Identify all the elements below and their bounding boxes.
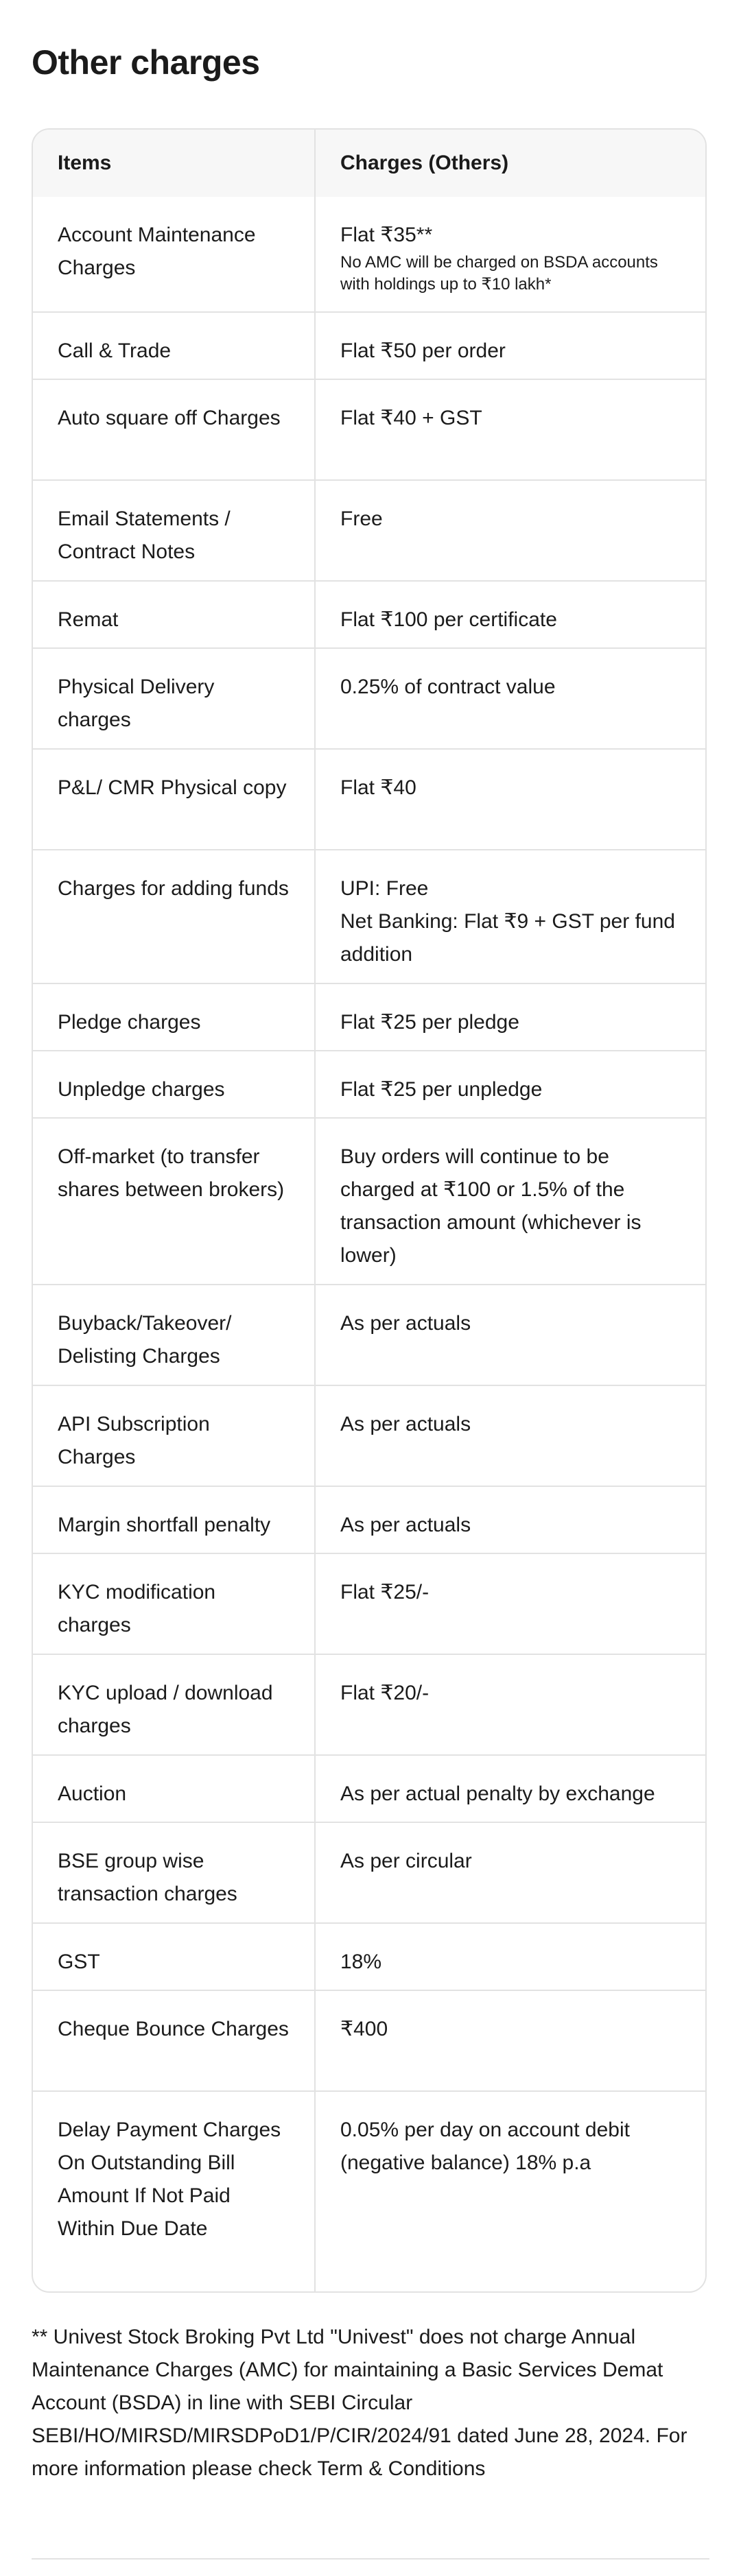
charge-cell bbox=[316, 1051, 705, 1117]
charge-cell bbox=[316, 1285, 705, 1385]
item-cell: Auction bbox=[33, 1756, 316, 1822]
table-row bbox=[33, 2090, 705, 2291]
item-cell: KYC modification charges bbox=[33, 1554, 316, 1654]
charge-text: As per actual penalty by exchange bbox=[340, 1782, 655, 1805]
charge-text: Flat ₹25 per pledge bbox=[340, 1011, 519, 1034]
charge-cell bbox=[316, 1991, 705, 2090]
charge-cell bbox=[316, 1756, 705, 1822]
item-cell: BSE group wise transaction charges bbox=[33, 1823, 316, 1922]
charge-text: 18% bbox=[340, 1951, 382, 1973]
item-cell: Unpledge charges bbox=[33, 1051, 316, 1117]
table-row bbox=[33, 479, 705, 580]
table-row bbox=[33, 1385, 705, 1486]
item-cell: Off-market (to transfer shares between brokers) bbox=[33, 1119, 316, 1284]
table-row bbox=[33, 1486, 705, 1553]
table-header-row bbox=[33, 130, 705, 197]
amc-footnote: ** Univest Stock Broking Pvt Ltd "Univest" does not charge Annual Maintenance Charges (AMC) for maintaining a Basic Services Demat Account (BSDA) in line with SEBI Circular SEBI/HO/MIRSD/MIRSDPoD1/P/CIR/2024/91 dated June 28, 2024. For more information please check Term & Conditions bbox=[32, 2326, 687, 2480]
table-row bbox=[33, 748, 705, 849]
charge-cell bbox=[316, 197, 705, 311]
charge-text: Flat ₹25 per unpledge bbox=[340, 1078, 543, 1101]
table-row bbox=[33, 379, 705, 479]
charge-text: As per actuals bbox=[340, 1514, 471, 1536]
charge-cell bbox=[316, 850, 705, 983]
table-row bbox=[33, 311, 705, 379]
table-row bbox=[33, 1922, 705, 1990]
charge-cell bbox=[316, 1655, 705, 1754]
charge-cell bbox=[316, 1119, 705, 1284]
other-charges-table bbox=[32, 128, 707, 2293]
charge-cell bbox=[316, 1487, 705, 1553]
table-row bbox=[33, 1654, 705, 1754]
table-row bbox=[33, 1990, 705, 2090]
item-cell: Account Maintenance Charges bbox=[33, 197, 316, 311]
item-cell: Email Statements / Contract Notes bbox=[33, 481, 316, 580]
charge-cell bbox=[316, 313, 705, 379]
charge-text: 0.05% per day on account debit (negative balance) 18% p.a bbox=[340, 2119, 630, 2174]
charge-text: Flat ₹25/- bbox=[340, 1581, 430, 1603]
item-cell: Delay Payment Charges On Outstanding Bill Amount If Not Paid Within Due Date bbox=[33, 2092, 316, 2291]
table-row bbox=[33, 197, 705, 311]
section-divider bbox=[32, 2558, 709, 2560]
item-cell: Buyback/Takeover/ Delisting Charges bbox=[33, 1285, 316, 1385]
column-header-charges: Charges (Others) bbox=[340, 152, 509, 174]
charge-text: Flat ₹50 per order bbox=[340, 339, 506, 362]
item-cell: P&L/ CMR Physical copy bbox=[33, 750, 316, 849]
charge-text: Flat ₹40 + GST bbox=[340, 407, 482, 429]
charge-cell bbox=[316, 984, 705, 1050]
item-cell: API Subscription Charges bbox=[33, 1386, 316, 1486]
item-cell: Physical Delivery charges bbox=[33, 649, 316, 748]
table-row bbox=[33, 1117, 705, 1284]
item-cell: Pledge charges bbox=[33, 984, 316, 1050]
charge-text: Buy orders will continue to be charged at ₹100 or 1.5% of the transaction amount (whichever is lower) bbox=[340, 1145, 642, 1267]
page-title: Other charges bbox=[32, 43, 260, 82]
item-cell: Charges for adding funds bbox=[33, 850, 316, 983]
charge-text: As per actuals bbox=[340, 1312, 471, 1335]
table-row bbox=[33, 647, 705, 748]
charge-cell bbox=[316, 481, 705, 580]
charge-cell bbox=[316, 1823, 705, 1922]
charge-cell bbox=[316, 1924, 705, 1990]
table-row bbox=[33, 1754, 705, 1822]
charge-cell bbox=[316, 649, 705, 748]
charge-text: 0.25% of contract value bbox=[340, 676, 556, 698]
charge-cell bbox=[316, 2092, 705, 2291]
column-header-items: Items bbox=[33, 130, 316, 197]
item-cell: Call & Trade bbox=[33, 313, 316, 379]
charge-text: Net Banking: Flat ₹9 + GST per fund addition bbox=[340, 910, 675, 966]
charge-text: As per circular bbox=[340, 1850, 472, 1872]
charge-text: Flat ₹40 bbox=[340, 776, 416, 799]
charge-cell bbox=[316, 380, 705, 479]
charge-cell bbox=[316, 750, 705, 849]
table-row bbox=[33, 580, 705, 647]
item-cell: GST bbox=[33, 1924, 316, 1990]
charge-note: No AMC will be charged on BSDA accounts with holdings up to ₹10 lakh* bbox=[340, 253, 658, 294]
table-row bbox=[33, 983, 705, 1050]
item-cell: Cheque Bounce Charges bbox=[33, 1991, 316, 2090]
charge-cell bbox=[316, 582, 705, 647]
charge-text: UPI: Free bbox=[340, 877, 429, 900]
charge-text: Flat ₹20/- bbox=[340, 1682, 430, 1704]
charge-text: Flat ₹35** bbox=[340, 224, 433, 246]
table-row bbox=[33, 1553, 705, 1654]
table-row bbox=[33, 1050, 705, 1117]
item-cell: Margin shortfall penalty bbox=[33, 1487, 316, 1553]
item-cell: KYC upload / download charges bbox=[33, 1655, 316, 1754]
charge-cell bbox=[316, 1386, 705, 1486]
charge-text: Flat ₹100 per certificate bbox=[340, 608, 557, 631]
charge-text: As per actuals bbox=[340, 1413, 471, 1435]
item-cell: Auto square off Charges bbox=[33, 380, 316, 479]
charge-text: ₹400 bbox=[340, 2018, 388, 2040]
charge-cell bbox=[316, 1554, 705, 1654]
table-row bbox=[33, 1284, 705, 1385]
table-row bbox=[33, 1822, 705, 1922]
table-row bbox=[33, 849, 705, 983]
item-cell: Remat bbox=[33, 582, 316, 647]
charge-text: Free bbox=[340, 508, 383, 530]
